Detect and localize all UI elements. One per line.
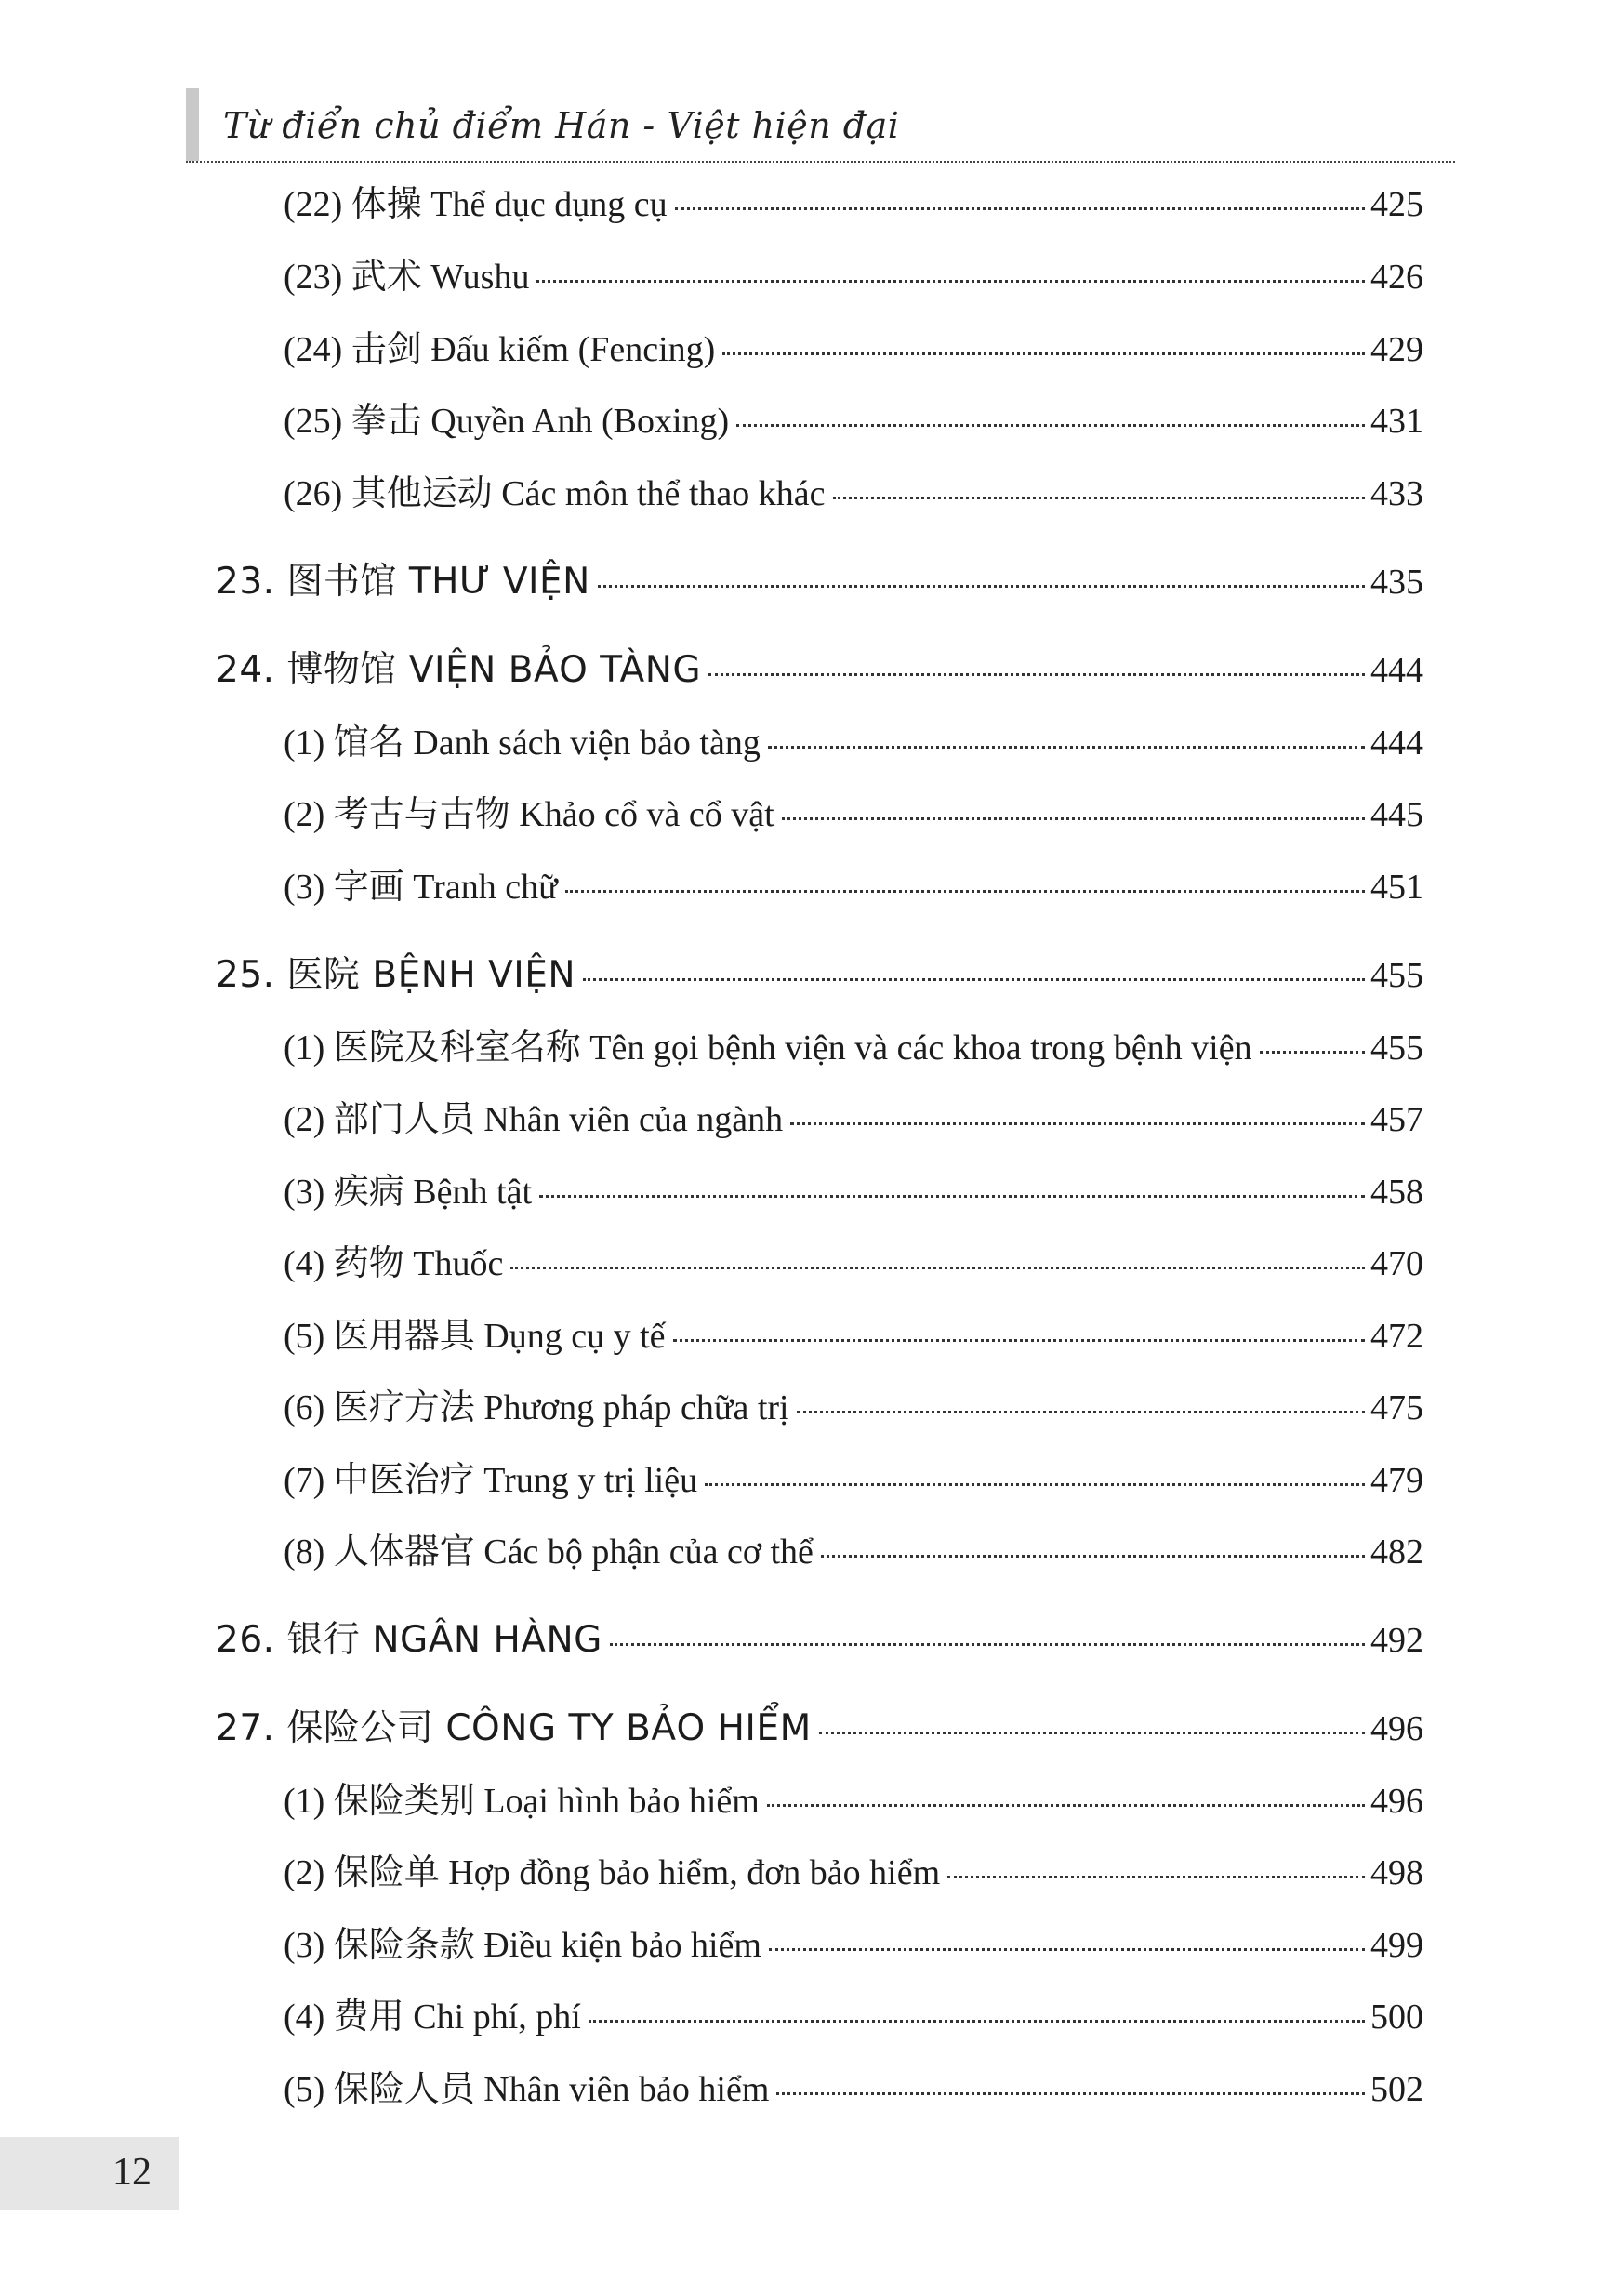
toc-entry-label: (24) 击剑 Đấu kiếm (Fencing) <box>284 330 716 369</box>
toc-entry-label: (3) 字画 Tranh chữ <box>284 868 558 907</box>
toc-entry-label: 24. 博物馆 VIỆN BẢO TÀNG <box>216 649 702 691</box>
toc-entry-page: 500 <box>1370 1997 1423 2037</box>
toc-entry-label: 26. 银行 NGÂN HÀNG <box>216 1619 602 1661</box>
toc-section-entry[interactable] <box>284 1162 1423 1214</box>
toc-section-entry[interactable] <box>284 785 1423 836</box>
toc-entry-label: (2) 部门人员 Nhân viên của ngành <box>284 1100 784 1139</box>
toc-entry-page: 498 <box>1370 1853 1423 1892</box>
toc-chapter-entry[interactable] <box>216 1611 1423 1663</box>
toc-section-entry[interactable] <box>284 1090 1423 1141</box>
toc-section-entry[interactable] <box>284 1843 1423 1894</box>
toc-section-entry[interactable] <box>284 1522 1423 1573</box>
toc-entry-label: (1) 医院及科室名称 Tên gọi bệnh viện và các khoa trong bệnh viện <box>284 1029 1252 1068</box>
dot-leader <box>833 497 1365 499</box>
toc-entry-label: (5) 保险人员 Nhân viên bảo hiểm <box>284 2070 770 2109</box>
toc-entry-page: 426 <box>1370 258 1423 297</box>
toc-section-entry[interactable] <box>284 1987 1423 2038</box>
dot-leader <box>536 280 1365 283</box>
toc-section-entry[interactable] <box>284 2060 1423 2111</box>
toc-entry-page: 502 <box>1370 2070 1423 2109</box>
toc-entry-label: (23) 武术 Wushu <box>284 258 530 297</box>
dot-leader <box>776 2092 1365 2095</box>
toc-entry-page: 496 <box>1370 1709 1423 1748</box>
toc-entry-page: 458 <box>1370 1173 1423 1212</box>
dot-leader <box>708 673 1365 676</box>
toc-section-entry[interactable] <box>284 320 1423 371</box>
toc-entry-label: (22) 体操 Thể dục dụng cụ <box>284 185 668 224</box>
toc-section-entry[interactable] <box>284 175 1423 226</box>
toc-section-entry[interactable] <box>284 1018 1423 1069</box>
dot-leader <box>673 1339 1365 1342</box>
toc-entry-label: (4) 药物 Thuốc <box>284 1244 504 1283</box>
toc-entry-page: 499 <box>1370 1926 1423 1965</box>
header-accent-bar <box>186 88 199 161</box>
dot-leader <box>819 1732 1365 1734</box>
dot-leader <box>705 1483 1365 1486</box>
toc-entry-label: (2) 考古与古物 Khảo cổ và cổ vật <box>284 795 774 834</box>
toc-entry-label: (1) 馆名 Danh sách viện bảo tàng <box>284 723 761 763</box>
dot-leader <box>539 1195 1365 1198</box>
header-title: Từ điển chủ điểm Hán - Việt hiện đại <box>223 105 900 146</box>
dot-leader <box>797 1411 1365 1413</box>
toc-entry-label: (1) 保险类别 Loại hình bảo hiểm <box>284 1782 760 1821</box>
toc-entry-label: (5) 医用器具 Dụng cụ y tế <box>284 1317 666 1356</box>
dot-leader <box>510 1267 1365 1269</box>
toc-entry-page: 492 <box>1370 1621 1423 1660</box>
dot-leader <box>722 352 1365 355</box>
toc-entry-page: 496 <box>1370 1782 1423 1821</box>
toc-section-entry[interactable] <box>284 1772 1423 1823</box>
toc-section-entry[interactable] <box>284 1916 1423 1967</box>
toc-entry-label: 23. 图书馆 THƯ VIỆN <box>216 561 590 603</box>
dot-leader <box>1260 1051 1365 1054</box>
dot-leader <box>589 2020 1365 2023</box>
toc-entry-page: 472 <box>1370 1317 1423 1356</box>
toc-entry-page: 445 <box>1370 795 1423 834</box>
toc-entry-page: 455 <box>1370 956 1423 995</box>
toc-entry-page: 455 <box>1370 1029 1423 1068</box>
toc-chapter-entry[interactable] <box>216 641 1423 693</box>
toc-entry-label: (3) 疾病 Bệnh tật <box>284 1173 533 1212</box>
dot-leader <box>610 1643 1365 1646</box>
toc-entry-page: 431 <box>1370 402 1423 441</box>
dot-leader <box>821 1555 1365 1558</box>
toc-entry-page: 433 <box>1370 474 1423 513</box>
toc-chapter-entry[interactable] <box>216 1699 1423 1751</box>
toc-entry-page: 444 <box>1370 651 1423 690</box>
toc-section-entry[interactable] <box>284 1234 1423 1285</box>
toc-entry-label: 25. 医院 BỆNH VIỆN <box>216 954 576 996</box>
dot-leader <box>583 978 1365 981</box>
toc-entry-label: (7) 中医治疗 Trung y trị liệu <box>284 1461 698 1500</box>
toc-chapter-entry[interactable] <box>216 552 1423 604</box>
toc-entry-page: 470 <box>1370 1244 1423 1283</box>
toc-entry-page: 475 <box>1370 1388 1423 1427</box>
toc-entry-label: (6) 医疗方法 Phương pháp chữa trị <box>284 1388 789 1427</box>
toc-section-entry[interactable] <box>284 857 1423 909</box>
toc-entry-label: (8) 人体器官 Các bộ phận của cơ thể <box>284 1533 814 1572</box>
toc-section-entry[interactable] <box>284 713 1423 764</box>
toc-section-entry[interactable] <box>284 247 1423 299</box>
dot-leader <box>782 817 1365 820</box>
toc-entry-page: 479 <box>1370 1461 1423 1500</box>
dot-leader <box>790 1122 1365 1125</box>
dot-leader <box>767 1804 1365 1807</box>
dot-leader <box>736 424 1365 427</box>
toc-entry-label: (3) 保险条款 Điều kiện bảo hiểm <box>284 1926 761 1965</box>
running-header <box>186 88 1455 163</box>
dot-leader <box>769 1948 1365 1951</box>
toc-entry-page: 482 <box>1370 1533 1423 1572</box>
toc-entry-page: 425 <box>1370 185 1423 224</box>
toc-entry-page: 457 <box>1370 1100 1423 1139</box>
toc-section-entry[interactable] <box>284 1307 1423 1358</box>
toc-section-entry[interactable] <box>284 464 1423 515</box>
toc-entry-label: (2) 保险单 Hợp đồng bảo hiểm, đơn bảo hiểm <box>284 1853 941 1892</box>
toc-entry-page: 444 <box>1370 723 1423 763</box>
toc-entry-page: 429 <box>1370 330 1423 369</box>
dot-leader <box>598 585 1365 588</box>
toc-entry-page: 451 <box>1370 868 1423 907</box>
toc-section-entry[interactable] <box>284 392 1423 443</box>
page-number-box <box>0 2137 179 2210</box>
dot-leader <box>768 746 1365 749</box>
dot-leader <box>947 1876 1365 1878</box>
toc-chapter-entry[interactable] <box>216 946 1423 998</box>
toc-section-entry[interactable] <box>284 1451 1423 1502</box>
toc-entry-label: 27. 保险公司 CÔNG TY BẢO HIỂM <box>216 1707 812 1749</box>
toc-entry-label: (4) 费用 Chi phí, phí <box>284 1997 581 2037</box>
page-number: 12 <box>112 2151 152 2194</box>
dot-leader <box>565 890 1365 893</box>
toc-section-entry[interactable] <box>284 1378 1423 1429</box>
header-divider <box>186 161 1455 163</box>
toc-entry-label: (25) 拳击 Quyền Anh (Boxing) <box>284 402 730 441</box>
dot-leader <box>675 207 1365 210</box>
toc-entry-page: 435 <box>1370 563 1423 602</box>
toc-entry-label: (26) 其他运动 Các môn thể thao khác <box>284 474 826 513</box>
